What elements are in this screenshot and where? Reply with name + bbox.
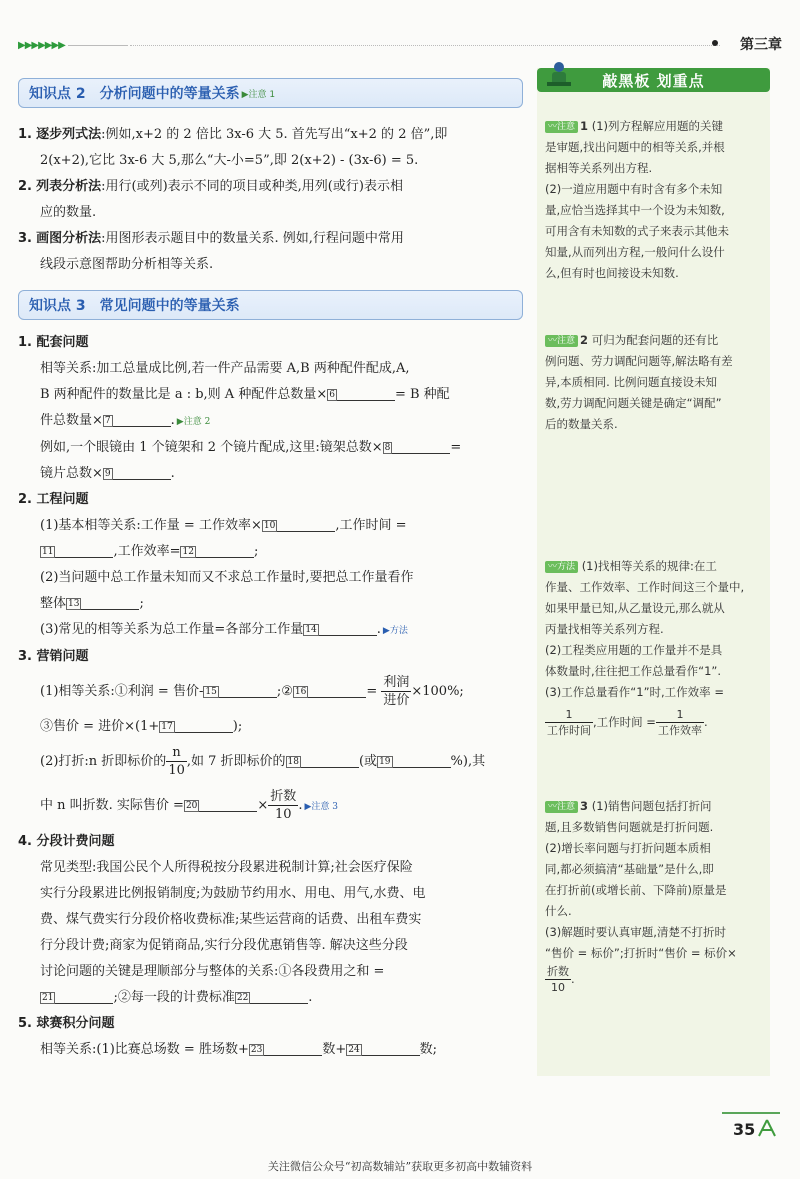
blank-13[interactable]: 13 bbox=[68, 599, 80, 609]
blank-14[interactable]: 14 bbox=[305, 625, 317, 635]
note-tag-icon: 〰注意 bbox=[545, 121, 578, 133]
s4-line-3: 费、煤气费实行分段价格收费标准;某些运营商的话费、出租车费实 bbox=[40, 912, 422, 927]
method-tag: ▶方法 bbox=[382, 626, 408, 636]
s1-line-5: 镜片总数× 9 . bbox=[40, 466, 175, 481]
s3-line-1: (1)相等关系:①利润 = 售价- 15 ;② 16 = $\frac{\text{利润}}{\text{进价}}$ ×100%; bbox=[40, 675, 464, 708]
kp2-item-2: 2. 列表分析法:用行(或列)表示不同的项目或种类,用列(或行)表示相 bbox=[18, 179, 403, 194]
kp3-header bbox=[18, 290, 523, 320]
blank-11[interactable]: 11 bbox=[42, 547, 54, 557]
note-tag-icon: 〰注意 bbox=[545, 335, 578, 347]
header-arrows: ▶▶▶▶▶▶▶ bbox=[18, 40, 65, 51]
blank-10-line[interactable] bbox=[277, 517, 335, 532]
kp2-item-3-cont: 线段示意图帮助分析相等关系. bbox=[40, 257, 214, 272]
s1-line-2: B 两种配件的数量比是 a : b,则 A 种配件总数量× 6 = B 种配 bbox=[40, 387, 450, 402]
blank-22[interactable]: 22 bbox=[236, 993, 249, 1003]
section-1-heading: 1. 配套问题 bbox=[18, 335, 89, 350]
s4-line-6: 21 ;②每一段的计费标准 22 . bbox=[42, 990, 313, 1005]
blank-20-line[interactable] bbox=[199, 797, 257, 812]
s3-line-3: (2)打折:n 折即标价的 $\frac{n}{10}$ ,如 7 折即标价的 18 (或 19 %),其 bbox=[40, 745, 486, 778]
s1-line-3: 件总数量× 7 . ▶注意 2 bbox=[40, 413, 211, 428]
blank-7-line[interactable] bbox=[113, 412, 171, 427]
kp2-number: 知识点 2 bbox=[29, 86, 86, 102]
kp3-section-1 bbox=[18, 330, 523, 487]
efficiency-fraction: $\frac{1}{\text{工作时间}}$ bbox=[547, 708, 591, 737]
section-5-heading: 5. 球赛积分问题 bbox=[18, 1016, 115, 1031]
blank-16[interactable]: 16 bbox=[294, 687, 307, 697]
section-3-heading: 3. 营销问题 bbox=[18, 649, 89, 664]
sidebar-note-3: 〰注意 3 (1)销售问题包括打折问 题,且多数销售问题就是打折问题. (2)增长率问题与打折问题本质相 同,都必须搞清“基础量”是什么,即 在打折前(或增长前、下降前)原量是 什么. (3)解题时要认真审题,清楚不打折时 “售价 = 标价”;打折时“售价 = 标价× $\frac{\text{折数}}{10}$ . bbox=[545, 799, 737, 994]
sidebar-note-2: 〰注意 2 可归为配套问题的还有比 例问题、劳力调配问题等,解法略有差 异,本质相同. 比例问题直接设未知 数,劳力调配问题关键是确定“调配” 后的数量关系. bbox=[545, 333, 733, 431]
s2-line-1: (1)基本相等关系:工作量 = 工作效率× 10 ,工作时间 = bbox=[40, 518, 407, 533]
s4-line-1: 常见类型:我国公民个人所得税按分段累进税制计算;社会医疗保险 bbox=[40, 860, 413, 875]
kp3-number: 知识点 3 bbox=[29, 298, 86, 314]
blank-16-line[interactable] bbox=[308, 683, 366, 698]
blank-14-line[interactable] bbox=[319, 621, 377, 636]
blank-23[interactable]: 23 bbox=[250, 1045, 263, 1055]
page-number: 35 bbox=[733, 1120, 756, 1139]
kp2-item-2-cont: 应的数量. bbox=[40, 205, 97, 220]
time-fraction: $\frac{1}{\text{工作效率}}$ bbox=[657, 708, 702, 737]
section-2-heading: 2. 工程问题 bbox=[18, 492, 89, 507]
kp2-items bbox=[18, 122, 523, 278]
chapter-dot bbox=[712, 40, 718, 46]
blank-12-line[interactable] bbox=[196, 543, 254, 558]
blank-15[interactable]: 15 bbox=[205, 687, 217, 697]
note-3-tag: ▶注意 3 bbox=[304, 802, 338, 812]
s4-line-2: 实行分段累进比例报销制度;为鼓励节约用水、用电、用气,水费、电 bbox=[40, 886, 426, 901]
n-over-10-fraction: $\frac{n}{10}$ bbox=[168, 745, 185, 778]
blank-21[interactable]: 21 bbox=[42, 993, 54, 1003]
blank-18-line[interactable] bbox=[301, 753, 359, 768]
blank-24[interactable]: 24 bbox=[348, 1045, 360, 1055]
blank-6-line[interactable] bbox=[337, 386, 395, 401]
kp2-item-3: 3. 画图分析法:用图形表示题目中的数量关系. 例如,行程问题中常用 bbox=[18, 231, 404, 246]
discount-fraction: $\frac{\text{折数}}{10}$ bbox=[270, 789, 297, 822]
profit-fraction: $\frac{\text{利润}}{\text{进价}}$ bbox=[383, 675, 410, 708]
method-tag-icon: 〰方法 bbox=[545, 561, 578, 573]
s1-line-1: 相等关系:加工总量成比例,若一件产品需要 A,B 两种配件配成,A, bbox=[40, 361, 410, 376]
s2-line-2: 11 ,工作效率= 12 ; bbox=[42, 544, 259, 559]
header-rule bbox=[68, 45, 128, 46]
s1-line-4: 例如,一个眼镜由 1 个镜架和 2 个镜片配成,这里:镜架总数× 8 = bbox=[40, 440, 462, 455]
s4-line-5: 讨论问题的关键是理顺部分与整体的关系:①各段费用之和 = bbox=[40, 964, 385, 979]
kp3-section-5 bbox=[18, 1011, 523, 1063]
s5-line-1: 相等关系:(1)比赛总场数 = 胜场数+ 23 数+ 24 数; bbox=[40, 1042, 438, 1057]
blank-10[interactable]: 10 bbox=[263, 521, 276, 531]
blank-24-line[interactable] bbox=[362, 1041, 420, 1056]
sidebar-method: 〰方法 (1)找相等关系的规律:在工 作量、工作效率、工作时间这三个量中, 如果甲量已知,从乙量设元,那么就从 丙量找相等关系列方程. (2)工程类应用题的工作量并不是具 体数量时,往往把工作总量看作“1”. (3)工作总量看作“1”时,工作效率 = $\frac{1}{\text{工作时间}}$ ,工作时间 = $\frac{1}{\text{工作效率}}$ . bbox=[545, 559, 745, 737]
s2-line-4: 整体 13 ; bbox=[40, 596, 144, 611]
kp3-section-2 bbox=[18, 487, 523, 644]
blank-18[interactable]: 18 bbox=[287, 757, 299, 767]
blank-11-line[interactable] bbox=[55, 543, 113, 558]
blank-17-line[interactable] bbox=[175, 718, 233, 733]
note-2-tag: ▶注意 2 bbox=[176, 417, 211, 427]
blank-23-line[interactable] bbox=[264, 1041, 322, 1056]
kp2-item-1: 1. 逐步列式法:例如,x+2 的 2 倍比 3x-6 大 5. 首先写出“x+2 的 2 倍”,即 bbox=[18, 127, 448, 142]
blank-22-line[interactable] bbox=[250, 989, 308, 1004]
sidebar-banner: 敲黑板 划重点 bbox=[537, 68, 770, 92]
kp2-item-1-cont: 2(x+2),它比 3x-6 大 5,那么“大-小=5”,即 2(x+2) - (3x-6) = 5. bbox=[40, 153, 419, 168]
kp2-header bbox=[18, 78, 523, 108]
discount-note-fraction: $\frac{\text{折数}}{10}$ bbox=[547, 965, 569, 994]
blank-12[interactable]: 12 bbox=[182, 547, 194, 557]
s2-line-3: (2)当问题中总工作量未知而又不求总工作量时,要把总工作量看作 bbox=[40, 570, 414, 585]
sidebar-notes bbox=[537, 68, 770, 1076]
blank-15-line[interactable] bbox=[219, 683, 277, 698]
kp3-section-4 bbox=[18, 829, 523, 1011]
kp2-title: 分析问题中的等量关系 bbox=[99, 86, 240, 102]
blank-19[interactable]: 19 bbox=[379, 757, 391, 767]
section-4-heading: 4. 分段计费问题 bbox=[18, 834, 115, 849]
s3-line-4: 中 n 叫折数. 实际售价 = 20 × $\frac{\text{折数}}{10}$ . ▶注意 3 bbox=[40, 789, 338, 822]
kp3-title: 常见问题中的等量关系 bbox=[99, 298, 240, 314]
kp2-note-tag: ▶注意 1 bbox=[241, 89, 276, 100]
blank-21-line[interactable] bbox=[55, 989, 113, 1004]
s2-line-5: (3)常见的相等关系为总工作量=各部分工作量 14 . ▶方法 bbox=[40, 622, 408, 637]
sidebar-note-1: 〰注意 1 (1)列方程解应用题的关键 是审题,找出问题中的相等关系,并根 据相等关系列出方程. (2)一道应用题中有时含有多个未知 量,应恰当选择其中一个设为未知数, 可用含有未知数的式子来表示其他未 知量,从而列出方程,一般问什么设什 么,但有时也间接设未知数. bbox=[545, 119, 729, 280]
teacher-icon bbox=[545, 60, 573, 92]
blank-17[interactable]: 17 bbox=[161, 722, 173, 732]
header-dotted-rule bbox=[130, 45, 720, 47]
footer-note: 关注微信公众号“初高数辅站”获取更多初高中数辅资料 bbox=[267, 1160, 533, 1173]
s4-line-4: 行分段计费;商家为促销商品,实行分段优惠销售等. 解决这些分段 bbox=[40, 938, 408, 953]
main-column bbox=[18, 70, 523, 1063]
s3-line-2: ③售价 = 进价×(1+ 17 ); bbox=[40, 719, 243, 734]
chapter-title: 第三章 bbox=[740, 37, 782, 53]
blank-13-line[interactable] bbox=[81, 595, 139, 610]
blank-7[interactable]: 7 bbox=[104, 416, 111, 426]
blank-9[interactable]: 9 bbox=[104, 469, 111, 479]
compass-icon bbox=[755, 1118, 779, 1138]
note-tag-icon: 〰注意 bbox=[545, 801, 578, 813]
blank-19-line[interactable] bbox=[393, 753, 451, 768]
blank-8-line[interactable] bbox=[392, 439, 450, 454]
blank-6[interactable]: 6 bbox=[329, 390, 335, 400]
blank-8[interactable]: 8 bbox=[384, 443, 391, 453]
blank-20[interactable]: 20 bbox=[185, 801, 198, 811]
kp3-section-3 bbox=[18, 644, 523, 829]
blank-9-line[interactable] bbox=[113, 465, 171, 480]
